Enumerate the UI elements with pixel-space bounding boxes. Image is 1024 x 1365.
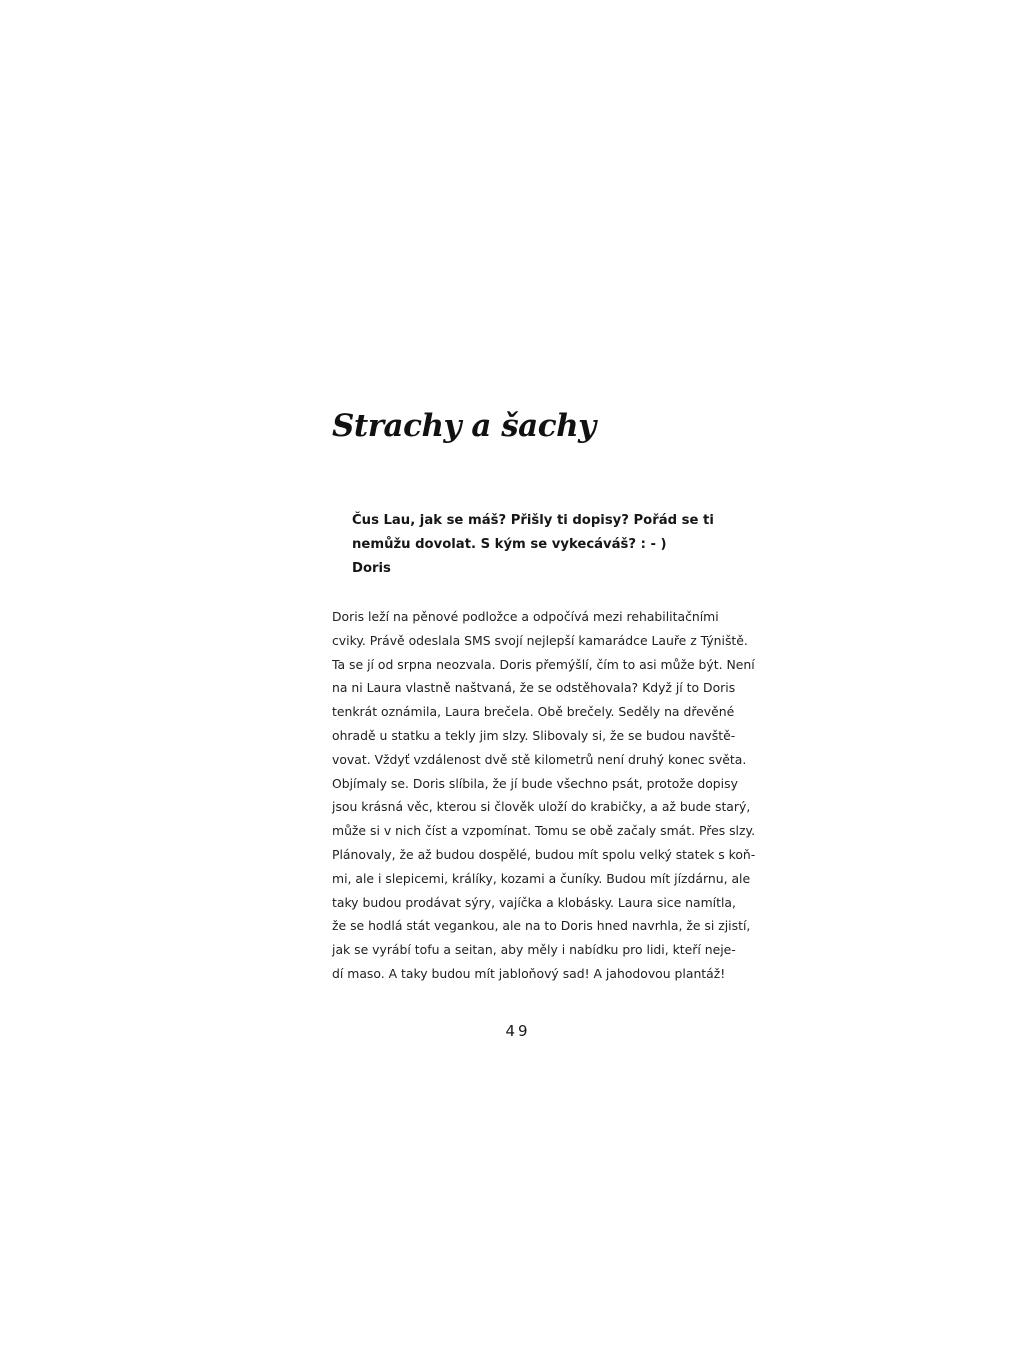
paragraph-line: tenkrát oznámila, Laura brečela. Obě brečely. Seděly na dřevěné (332, 704, 735, 720)
paragraph-line: může si v nich číst a vzpomínat. Tomu se obě začaly smát. Přes slzy. (332, 823, 756, 839)
paragraph-line: mi, ale i slepicemi, králíky, kozami a čuníky. Budou mít jízdárnu, ale (332, 870, 751, 886)
paragraph-line: že se hodlá stát vegankou, ale na to Doris hned navrhla, že si zjistí, (332, 918, 751, 934)
paragraph-line: na ni Laura vlastně naštvaná, že se odstěhovala? Když jí to Doris (332, 680, 736, 696)
paragraph-line: taky budou prodávat sýry, vajíčka a klobásky. Laura sice namítla, (332, 894, 736, 910)
message-line: Čus Lau, jak se máš? Přišly ti dopisy? Pořád se ti (352, 513, 714, 528)
paragraph-line: Objímaly se. Doris slíbila, že jí bude všechno psát, protože dopisy (332, 775, 738, 791)
paragraph-line: cviky. Právě odeslala SMS svojí nejlepší kamarádce Lauře z Týniště. (332, 632, 748, 648)
paragraph-line: Doris leží na pěnové podložce a odpočívá mezi rehabilitačními (332, 609, 719, 624)
sms-message (352, 509, 712, 581)
paragraph-line: jsou krásná věc, kterou si člověk uloží do krabičky, a až bude starý, (332, 799, 751, 815)
paragraph-line: Ta se jí od srpna neozvala. Doris přemýšlí, čím to asi může být. Není (332, 656, 755, 672)
body-paragraph (332, 605, 756, 986)
message-line: nemůžu dovolat. S kým se vykecáváš? : - ) (352, 537, 667, 552)
paragraph-line: Plánovaly, že až budou dospělé, budou mít spolu velký statek s koň- (332, 846, 756, 862)
paragraph-line: dí maso. A taky budou mít jabloňový sad! A jahodovou plantáž! (332, 965, 726, 981)
paragraph-line: jak se vyrábí tofu a seitan, aby měly i nabídku pro lidi, kteří neje- (332, 942, 736, 958)
paragraph-line: vovat. Vždyť vzdálenost dvě stě kilometrů není druhý konec světa. (332, 751, 747, 767)
message-signature: Doris (352, 561, 391, 576)
paragraph-line: ohradě u statku a tekly jim slzy. Slibovaly si, že se budou navště- (332, 727, 736, 743)
chapter-title: Strachy a šachy (332, 408, 596, 444)
page-number: 49 (505, 1022, 531, 1040)
